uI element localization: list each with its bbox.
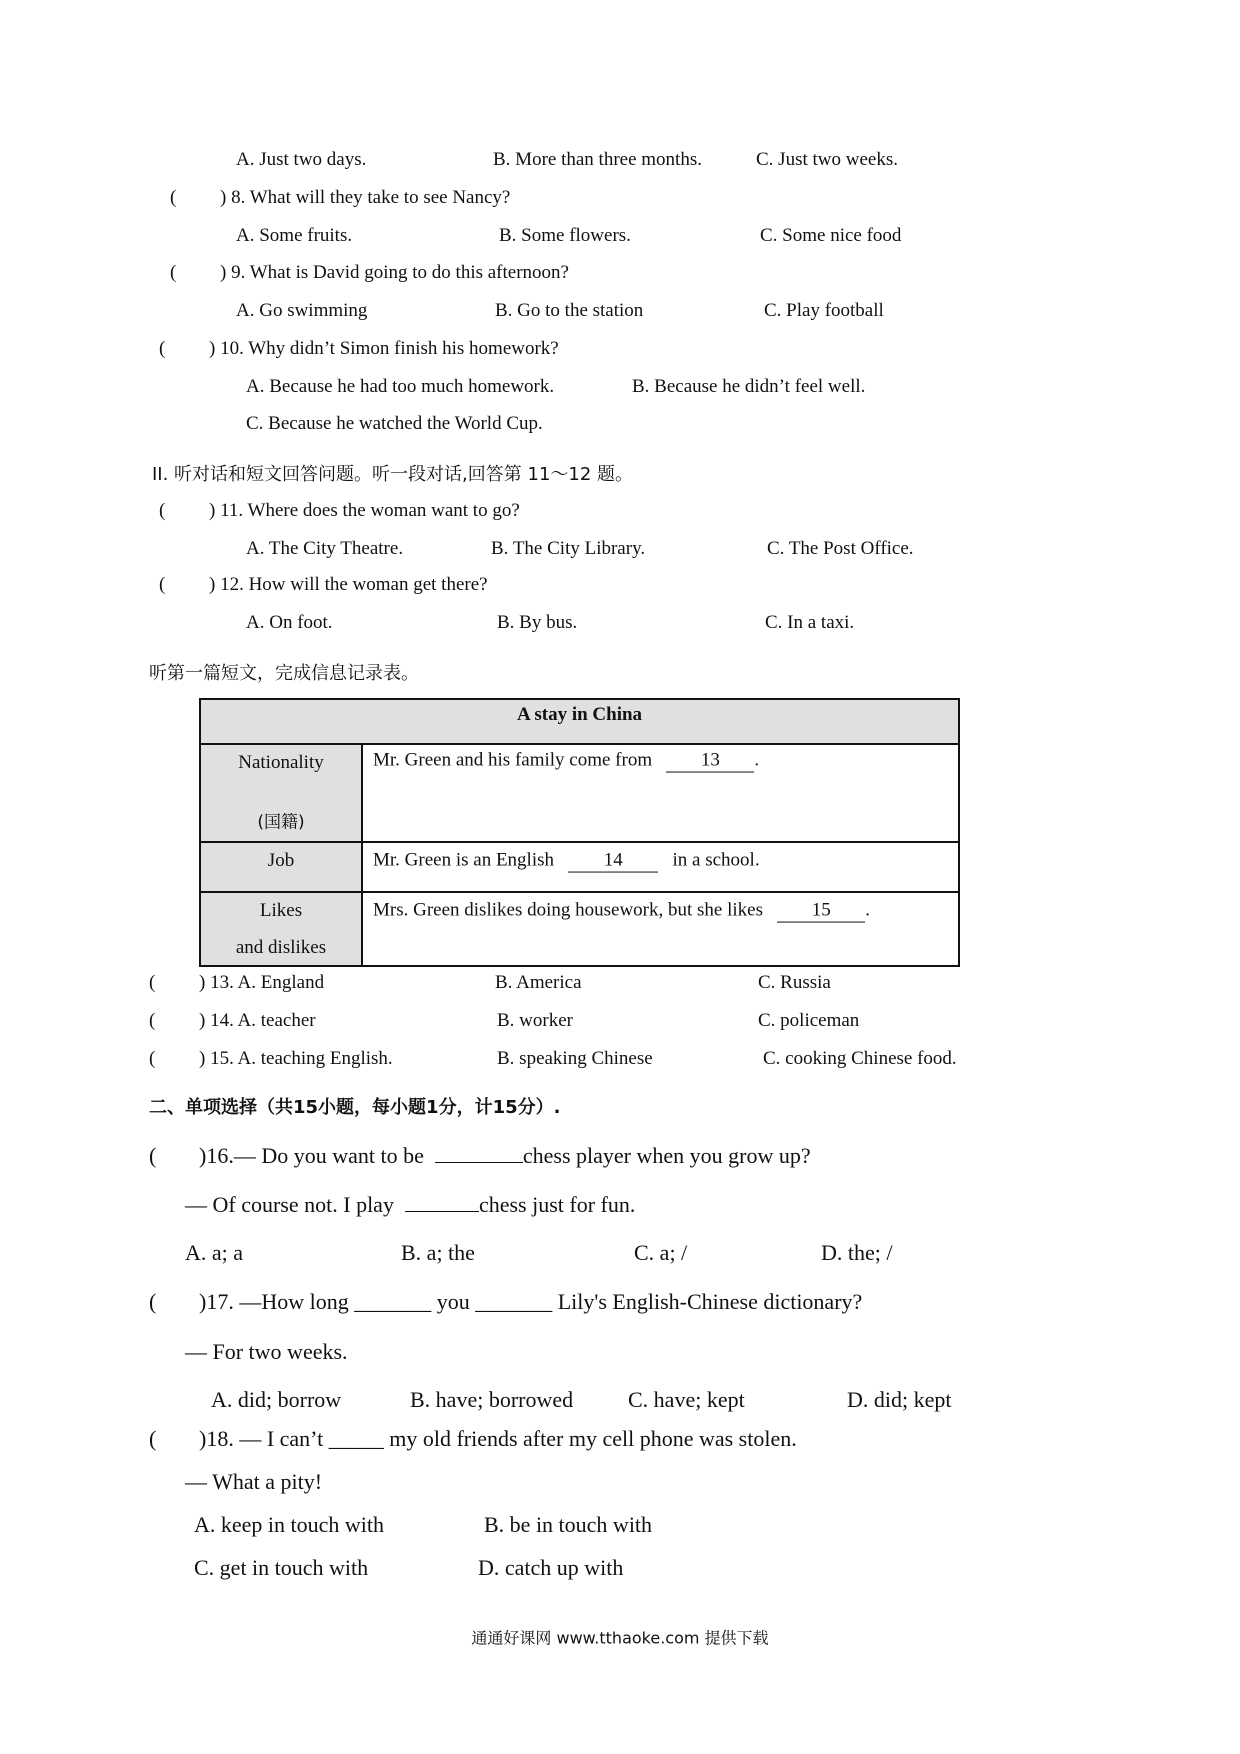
nationality-label-cn: (国籍) [257, 812, 305, 833]
q16-option-d: D. the; / [821, 1240, 893, 1265]
row-text: Mrs. Green dislikes doing housework, but she likes [373, 899, 763, 921]
passage-instruction: 听第一篇短文，完成信息记录表。 [149, 663, 419, 684]
q9-option-a: A. Go swimming [236, 300, 368, 321]
table-divider [201, 743, 958, 745]
q15-option-b: B. speaking Chinese [497, 1048, 653, 1069]
q10-option-a: A. Because he had too much homework. [246, 376, 555, 397]
q12-option-c: C. In a taxi. [765, 612, 855, 633]
q18-question: )18. — I can’t _____ my old friends after my cell phone was stolen. [199, 1426, 797, 1451]
row-end: in a school. [672, 849, 760, 871]
section-ii-heading: II. 听对话和短文回答问题。听一段对话,回答第 11～12 题。 [152, 464, 634, 485]
q11-option-c: C. The Post Office. [767, 538, 914, 559]
q17-option-c: C. have; kept [628, 1387, 745, 1412]
q16-stem-end: chess player when you grow up? [522, 1143, 811, 1168]
q12-question: ) 12. How will the woman get there? [209, 574, 488, 595]
q8-option-a: A. Some fruits. [236, 225, 353, 246]
q7-option-c: C. Just two weeks. [756, 149, 898, 170]
q16-reply-end: chess just for fun. [478, 1192, 636, 1217]
q8-option-b: B. Some flowers. [499, 225, 631, 246]
q7-option-b: B. More than three months. [493, 149, 702, 170]
q14-option-c: C. policeman [758, 1010, 860, 1031]
q16-stem: )16.— Do you want to be [199, 1143, 424, 1168]
q13-option-a: ) 13. A. England [199, 972, 325, 993]
q12-option-a: A. On foot. [246, 612, 333, 633]
q8-option-c: C. Some nice food [760, 225, 902, 246]
table-column-divider [361, 745, 363, 965]
q11-question: ) 11. Where does the woman want to go? [209, 500, 520, 521]
q16-question [199, 1143, 811, 1169]
q11-answer-paren[interactable]: ( [159, 500, 166, 521]
q17-option-b: B. have; borrowed [410, 1387, 574, 1412]
q9-answer-paren[interactable]: ( [170, 262, 177, 283]
q13-option-c: C. Russia [758, 972, 831, 993]
table-divider [201, 841, 958, 843]
q16-reply-text: — Of course not. I play [185, 1192, 394, 1217]
blank-13[interactable]: 13 [666, 751, 754, 773]
info-table [199, 698, 960, 967]
q9-option-c: C. Play football [764, 300, 884, 321]
q8-answer-paren[interactable]: ( [170, 187, 177, 208]
q14-option-a: ) 14. A. teacher [199, 1010, 316, 1031]
q9-option-b: B. Go to the station [495, 300, 644, 321]
blank-15[interactable]: 15 [777, 901, 865, 923]
likes-text [373, 900, 870, 923]
q17-option-d: D. did; kept [847, 1387, 952, 1412]
q16-option-b: B. a; the [401, 1240, 475, 1265]
q17-option-a: A. did; borrow [211, 1387, 342, 1412]
job-text [373, 850, 760, 873]
q18-option-a: A. keep in touch with [194, 1512, 385, 1537]
q16-blank-1[interactable] [435, 1162, 523, 1163]
q10-option-c: C. Because he watched the World Cup. [246, 413, 543, 434]
q16-blank-2[interactable] [405, 1211, 479, 1212]
q18-option-d: D. catch up with [478, 1555, 624, 1580]
q16-option-c: C. a; / [634, 1240, 688, 1265]
q14-answer-paren[interactable]: ( [149, 1010, 156, 1031]
q18-option-c: C. get in touch with [194, 1555, 369, 1580]
q11-option-b: B. The City Library. [491, 538, 646, 559]
q16-option-a: A. a; a [185, 1240, 244, 1265]
q15-option-c: C. cooking Chinese food. [763, 1048, 957, 1069]
job-label: Job [267, 850, 295, 871]
q13-answer-paren[interactable]: ( [149, 972, 156, 993]
row-end: . [865, 899, 870, 921]
q10-option-b: B. Because he didn’t feel well. [632, 376, 866, 397]
q15-answer-paren[interactable]: ( [149, 1048, 156, 1069]
row-text: Mr. Green is an English [373, 849, 555, 871]
q18-option-b: B. be in touch with [484, 1512, 653, 1537]
page-footer: 通通好课网 www.tthaoke.com 提供下载 [471, 1628, 769, 1648]
nationality-label: Nationality [238, 752, 324, 773]
q7-option-a: A. Just two days. [236, 149, 367, 170]
nationality-text [373, 750, 759, 773]
blank-14[interactable]: 14 [568, 851, 658, 873]
q17-reply: — For two weeks. [185, 1339, 348, 1364]
q15-option-a: ) 15. A. teaching English. [199, 1048, 393, 1069]
dislikes-label: and dislikes [235, 937, 327, 958]
q14-option-b: B. worker [497, 1010, 573, 1031]
q13-option-b: B. America [495, 972, 582, 993]
table-title: A stay in China [516, 704, 643, 725]
q10-question: ) 10. Why didn’t Simon finish his homework? [209, 338, 559, 359]
q18-reply: — What a pity! [185, 1469, 323, 1494]
q17-question: )17. —How long _______ you _______ Lily's English-Chinese dictionary? [199, 1289, 863, 1314]
part-2-heading: 二、单项选择（共15小题，每小题1分，计15分）. [149, 1097, 561, 1118]
likes-label: Likes [259, 900, 303, 921]
q11-option-a: A. The City Theatre. [246, 538, 404, 559]
q16-reply [185, 1192, 635, 1218]
q12-answer-paren[interactable]: ( [159, 574, 166, 595]
q16-answer-paren[interactable]: ( [149, 1143, 157, 1168]
row-text: Mr. Green and his family come from [373, 749, 653, 771]
row-end: . [754, 749, 760, 771]
q8-question: ) 8. What will they take to see Nancy? [220, 187, 511, 208]
q9-question: ) 9. What is David going to do this afternoon? [220, 262, 569, 283]
q12-option-b: B. By bus. [497, 612, 578, 633]
q10-answer-paren[interactable]: ( [159, 338, 166, 359]
q17-answer-paren[interactable]: ( [149, 1289, 157, 1314]
q18-answer-paren[interactable]: ( [149, 1426, 157, 1451]
table-divider [201, 891, 958, 893]
